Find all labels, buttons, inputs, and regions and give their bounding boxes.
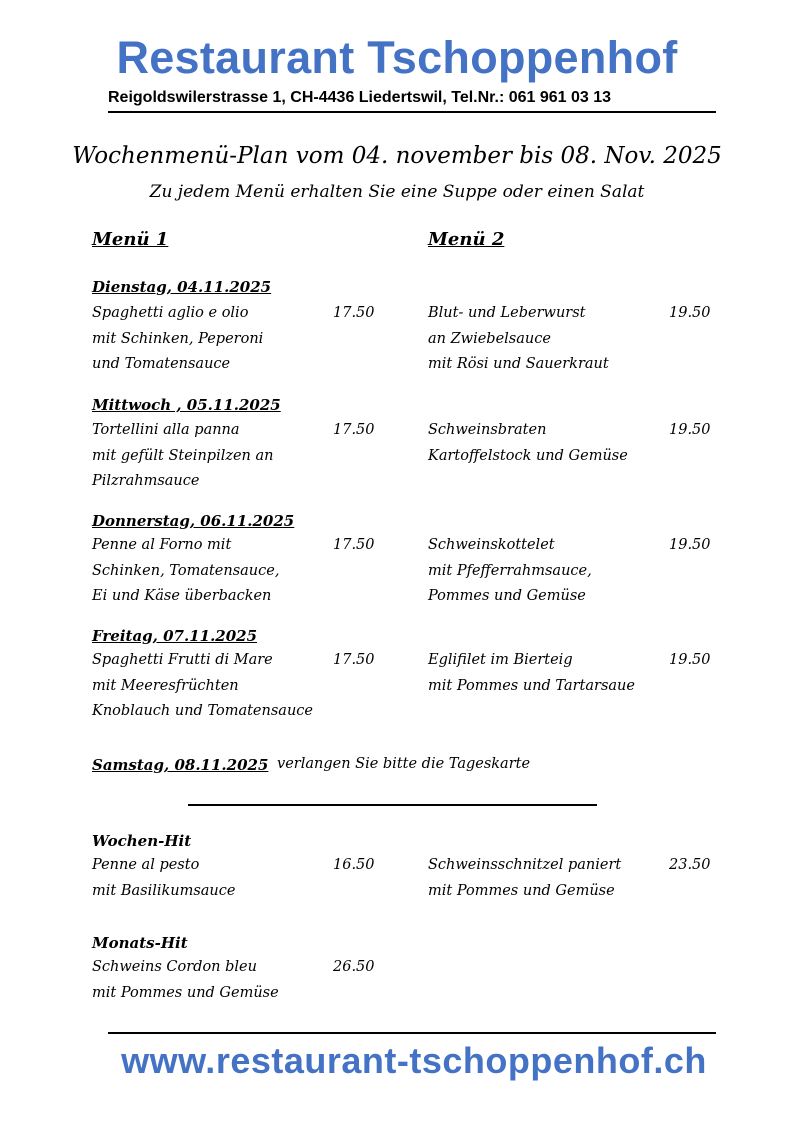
dish-line: mit Pfefferrahmsauce, bbox=[428, 562, 592, 579]
saturday-label: Samstag, 08.11.2025 bbox=[92, 756, 269, 774]
dish-line: Pommes und Gemüse bbox=[428, 588, 586, 604]
header-divider bbox=[108, 111, 716, 113]
section-divider bbox=[188, 804, 597, 806]
dish-line: mit gefült Steinpilzen an bbox=[92, 447, 274, 464]
menu1-dish bbox=[92, 648, 313, 725]
menu1-dish bbox=[92, 533, 279, 610]
dish-line: Eglifilet im Bierteig bbox=[428, 652, 573, 668]
dish-line: und Tomatensauce bbox=[92, 356, 231, 372]
day-label: Mittwoch , 05.11.2025 bbox=[92, 396, 281, 414]
menu1-price: 17.50 bbox=[333, 537, 375, 553]
plan-subtitle: Zu jedem Menü erhalten Sie eine Suppe oder einen Salat bbox=[149, 182, 645, 202]
menu2-heading: Menü 2 bbox=[428, 229, 505, 250]
monats-hit-dish bbox=[92, 955, 279, 1006]
restaurant-address: Reigoldswilerstrasse 1, CH-4436 Liedertswil, Tel.Nr.: 061 961 03 13 bbox=[108, 89, 612, 106]
dish-line: mit Pommes und Tartarsaue bbox=[428, 677, 635, 694]
dish-line: Schinken, Tomatensauce, bbox=[92, 562, 280, 579]
dish-line: Schweinsschnitzel paniert bbox=[428, 857, 622, 873]
monats-hit-price: 26.50 bbox=[333, 959, 375, 975]
menu2-price: 19.50 bbox=[669, 652, 711, 668]
dish-line: Schweinskottelet bbox=[428, 537, 555, 553]
website-link[interactable]: www.restaurant-tschoppenhof.ch bbox=[121, 1040, 707, 1081]
wochen-hit-label: Wochen-Hit bbox=[92, 832, 192, 850]
menu2-price: 19.50 bbox=[669, 422, 711, 438]
menu1-dish bbox=[92, 418, 274, 495]
footer-divider bbox=[108, 1032, 716, 1034]
dish-line: Knoblauch und Tomatensauce bbox=[92, 703, 313, 719]
saturday-note: verlangen Sie bitte die Tageskarte bbox=[277, 756, 531, 772]
wochen-hit-dish-1 bbox=[92, 853, 235, 904]
dish-line: Penne al pesto bbox=[92, 857, 200, 873]
menu1-heading: Menü 1 bbox=[92, 229, 169, 250]
wochen-hit-price-1: 16.50 bbox=[333, 857, 375, 873]
menu1-price: 17.50 bbox=[333, 652, 375, 668]
dish-line: mit Schinken, Peperoni bbox=[92, 330, 264, 347]
menu1-dish bbox=[92, 301, 263, 378]
monats-hit-label: Monats-Hit bbox=[92, 934, 188, 952]
dish-line: mit Meeresfrüchten bbox=[92, 677, 239, 694]
wochen-hit-dish-2 bbox=[428, 853, 621, 904]
dish-line: Blut- und Leberwurst bbox=[428, 305, 586, 321]
menu1-price: 17.50 bbox=[333, 305, 375, 321]
dish-line: mit Basilikumsauce bbox=[92, 882, 236, 899]
dish-line: Pilzrahmsauce bbox=[92, 473, 200, 489]
menu2-dish bbox=[428, 418, 628, 469]
dish-line: mit Pommes und Gemüse bbox=[428, 882, 615, 899]
dish-line: Schweinsbraten bbox=[428, 422, 547, 438]
dish-line: Tortellini alla panna bbox=[92, 422, 240, 438]
day-label: Freitag, 07.11.2025 bbox=[92, 627, 258, 645]
restaurant-name: Restaurant Tschoppenhof bbox=[116, 32, 678, 83]
day-label: Dienstag, 04.11.2025 bbox=[92, 278, 272, 296]
menu2-price: 19.50 bbox=[669, 305, 711, 321]
day-label: Donnerstag, 06.11.2025 bbox=[92, 512, 295, 530]
dish-line: mit Pommes und Gemüse bbox=[92, 984, 279, 1001]
dish-line: Schweins Cordon bleu bbox=[92, 959, 257, 975]
menu2-dish bbox=[428, 301, 609, 378]
dish-line: Kartoffelstock und Gemüse bbox=[428, 447, 628, 464]
menu2-price: 19.50 bbox=[669, 537, 711, 553]
plan-title: Wochenmenü-Plan vom 04. november bis 08. Nov. 2025 bbox=[72, 143, 722, 169]
dish-line: Ei und Käse überbacken bbox=[92, 588, 272, 604]
dish-line: an Zwiebelsauce bbox=[428, 330, 551, 347]
dish-line: Penne al Forno mit bbox=[92, 537, 232, 553]
wochen-hit-price-2: 23.50 bbox=[669, 857, 711, 873]
menu1-price: 17.50 bbox=[333, 422, 375, 438]
menu2-dish bbox=[428, 648, 635, 699]
dish-line: Spaghetti aglio e olio bbox=[92, 305, 249, 321]
menu2-dish bbox=[428, 533, 592, 610]
dish-line: Spaghetti Frutti di Mare bbox=[92, 652, 273, 668]
dish-line: mit Rösi und Sauerkraut bbox=[428, 356, 609, 372]
